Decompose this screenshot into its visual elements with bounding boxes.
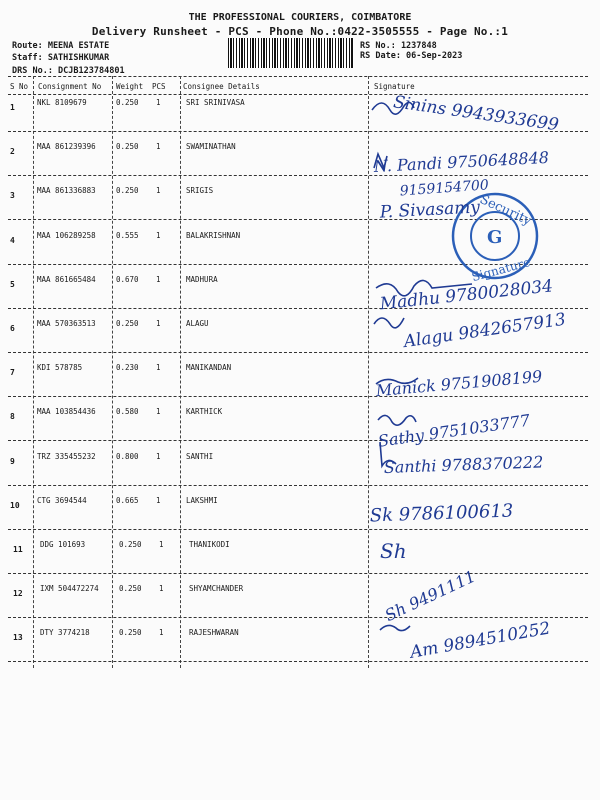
row-consignee: MANIKANDAN [186,363,232,373]
signature-8-text: Sathy 9751033777 [376,410,532,451]
row-consignment: MAA 106289258 [37,230,96,240]
row-consignment: TRZ 335455232 [37,451,96,461]
row-sno: 3 [10,191,15,201]
col-weight-header: Weight [116,82,144,91]
row-pcs: 1 [156,230,161,240]
row-consignment: MAA 570363513 [37,319,96,328]
signature-12-text: Sh 9491111 [381,566,479,626]
row-sno: 13 [13,633,23,643]
row-consignee: SRIGIS [186,186,214,196]
column-divider [112,76,113,668]
signature-6-text: Alagu 9842657913 [402,309,567,353]
signature-10-text: Sk 9786100613 [370,500,514,527]
row-weight: 0.250 [119,628,142,638]
row-sno: 5 [10,279,15,289]
row-sno: 7 [10,368,15,378]
row-pcs: 1 [156,186,161,196]
row-weight: 0.250 [119,540,142,549]
staff-label: Staff: SATHISHKUMAR [12,53,110,63]
runsheet-subtitle: Delivery Runsheet - PCS - Phone No.:0422-3505555 - Page No.:1 [91,25,509,38]
col-consignee-header: Consignee Details [183,82,260,91]
row-consignee: KARTHICK [186,407,223,417]
row-sno: 1 [10,103,15,112]
row-sno: 4 [10,235,15,245]
row-consignee: BALAKRISHNAN [186,230,241,240]
row-consignee: LAKSHMI [186,495,218,505]
col-pcs-header: PCS [152,82,166,91]
signature-7-text: Manick 9751908199 [375,366,543,401]
row-weight: 0.250 [116,142,139,152]
stamp-bottom-text: Signature [470,255,532,285]
col-consignment-header: Consignment No [38,82,102,91]
row-consignment: MAA 861336883 [37,186,96,196]
row-consignee: THANIKODI [189,540,230,549]
row-pcs: 1 [156,407,161,417]
row-sno: 10 [10,500,20,510]
row-pcs: 1 [156,319,161,328]
signature-8-scribble [378,415,416,425]
company-title: THE PROFESSIONAL COURIERS, COIMBATORE [188,12,412,23]
row-weight: 0.800 [116,451,139,461]
row-pcs: 1 [159,628,164,638]
signature-5-text: Madhu 9780028034 [378,276,554,315]
signature-13-scribble [380,625,410,630]
signature-9-text: Santhi 9788370222 [383,452,544,477]
table-top-rule [8,76,588,77]
signature-3-name: P. Sivasamy [379,197,481,223]
row-consignment: DDG 101693 [40,540,86,549]
row-weight: 0.230 [116,363,139,373]
signature-13-text: Am 9894510252 [408,618,552,663]
row-sno: 2 [10,147,15,157]
row-weight: 0.250 [119,584,142,594]
row-sno: 9 [10,456,15,466]
row-consignee: ALAGU [186,319,209,328]
stamp-top-text: Security [477,192,534,229]
column-divider [368,76,369,668]
column-divider [180,76,181,668]
row-pcs: 1 [156,142,161,152]
row-pcs: 1 [159,584,164,594]
route-label: Route: MEENA ESTATE [12,41,110,51]
row-consignment: IXM 504472274 [40,584,99,594]
row-consignment: DTY 3774218 [40,628,90,638]
row-pcs: 1 [156,363,161,373]
row-pcs: 1 [159,540,164,549]
signature-3-number: 9159154700 [399,177,490,200]
barcode [228,38,354,68]
row-sno: 6 [10,324,15,333]
row-consignment: MAA 861665484 [37,274,96,284]
rs-number: RS No.: 1237848 [360,41,437,51]
row-consignee: MADHURA [186,274,218,284]
col-signature-header: Signature [374,82,415,91]
row-pcs: 1 [156,495,161,505]
row-sno: 11 [13,545,23,554]
row-weight: 0.580 [116,407,139,417]
row-sno: 8 [10,412,15,422]
row-consignee: SWAMINATHAN [186,142,236,152]
row-sno: 12 [13,589,23,599]
column-divider [33,76,34,668]
row-consignment: KDI 578785 [37,363,83,373]
rs-date: RS Date: 06-Sep-2023 [360,51,463,61]
row-consignment: MAA 861239396 [37,142,96,152]
row-weight: 0.555 [116,230,139,240]
signature-6-scribble [374,318,404,328]
row-consignment: NKL 8109679 [37,98,87,107]
row-pcs: 1 [156,98,161,107]
row-weight: 0.250 [116,98,139,107]
stamp-center-letter: G [487,227,503,248]
row-consignee: SHYAMCHANDER [189,584,244,594]
row-consignee: SRI SRINIVASA [186,98,245,107]
row-consignee: SANTHI [186,451,214,461]
signature-11-text: Sh [380,539,407,563]
row-consignee: RAJESHWARAN [189,628,239,638]
row-weight: 0.670 [116,274,139,284]
row-pcs: 1 [156,451,161,461]
col-sno-header: S No [10,82,29,91]
signatures-area [370,88,595,668]
drs-number: DRS No.: DCJB123784801 [12,66,125,76]
row-weight: 0.250 [116,319,139,328]
row-weight: 0.665 [116,495,139,505]
row-weight: 0.250 [116,186,139,196]
row-consignment: CTG 3694544 [37,495,87,505]
signature-1-text: Sinins 9943933699 [392,92,560,136]
row-pcs: 1 [156,274,161,284]
row-consignment: MAA 103854436 [37,407,96,417]
signature-2-text: N. Pandi 9750648848 [373,147,550,176]
